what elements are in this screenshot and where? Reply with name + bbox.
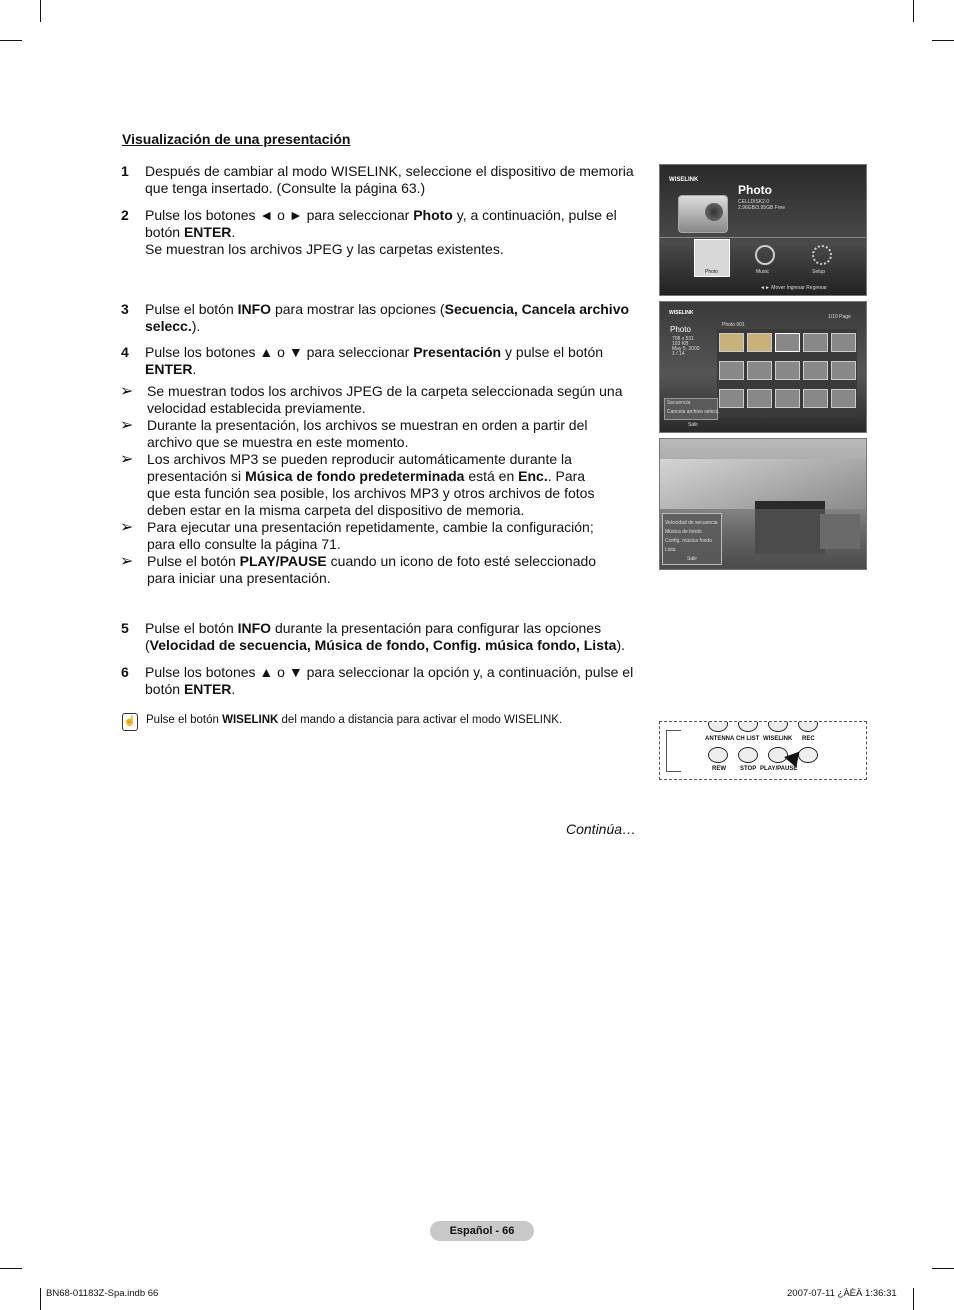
continues-label: Continúa…: [566, 821, 637, 837]
step-text: y pulse el botón: [501, 344, 604, 360]
note-1: [120, 383, 642, 417]
thumbnail[interactable]: [803, 333, 828, 352]
step-text: que tenga insertado. (Consulte la página 63.): [145, 180, 426, 196]
crop-mark: [932, 1268, 954, 1269]
arrow-icon: ➢: [120, 553, 134, 570]
crop-mark: [40, 0, 41, 22]
thumbnail[interactable]: [831, 333, 856, 352]
thumbnail[interactable]: [719, 361, 744, 380]
step-text: botón: [145, 224, 184, 240]
crop-mark: [0, 40, 22, 41]
note-text: está en: [464, 468, 519, 484]
footer-file: BN68-01183Z-Spa.indb 66: [46, 1288, 159, 1299]
thumbnail[interactable]: [803, 389, 828, 408]
thumbnail[interactable]: [775, 361, 800, 380]
rec-button: [798, 721, 818, 732]
headphones-icon: [755, 245, 775, 265]
help-bar: ◄► Mover Ingresar Regresar: [760, 285, 827, 291]
step-text-bold: selecc.: [145, 318, 192, 334]
rew-label: REW: [712, 766, 726, 772]
step-text: Pulse el botón: [145, 301, 238, 317]
step-text: Pulse el botón: [145, 620, 238, 636]
menu-item-secuencia[interactable]: Secuencia: [667, 400, 691, 406]
thumbnail[interactable]: [831, 361, 856, 380]
note-text: . Para que esta función sea posible, los archivos MP3 y otros archivos de fotos deben estar en la misma carpeta del dispositivo de memoria.: [147, 468, 595, 518]
rew-button: [708, 747, 728, 763]
step-text-bold: INFO: [237, 301, 272, 317]
tab-music-label: Music: [756, 269, 770, 275]
step-number: 2: [121, 207, 129, 223]
house: [820, 514, 860, 549]
page-count: 1/10 Page: [828, 314, 851, 320]
options-menu: [662, 513, 722, 565]
arrow-icon: ➢: [120, 417, 134, 434]
divider: [660, 237, 866, 238]
rec-label: REC: [802, 736, 815, 742]
ch-list-button: [738, 721, 758, 732]
note-text: cuando un icono de foto esté seleccionado para iniciar una presentación.: [147, 553, 597, 586]
crop-mark: [932, 40, 954, 41]
info-line: 103 KB: [672, 341, 689, 347]
thumbnail[interactable]: [775, 333, 800, 352]
step-number: 6: [121, 664, 129, 680]
arrow-icon: ➢: [120, 383, 134, 400]
stop-button: [738, 747, 758, 763]
gear-icon: [812, 245, 832, 265]
step-text: Pulse los botones ◄ o ► para seleccionar: [145, 207, 414, 223]
section-heading: Visualización de una presentación: [122, 131, 351, 147]
crop-mark: [913, 0, 914, 22]
step-text: Se muestran los archivos JPEG y las carpetas existentes.: [145, 241, 504, 257]
step-number: 3: [121, 301, 129, 317]
crop-mark: [913, 1288, 914, 1310]
step-text-bold: Photo: [413, 207, 453, 223]
step-text: para mostrar las opciones (: [271, 301, 445, 317]
exit-button[interactable]: Salir: [688, 422, 699, 428]
device-name: CELLDISK2.0: [738, 199, 770, 205]
arrow-icon: ➢: [120, 451, 134, 468]
thumbnail[interactable]: [775, 389, 800, 408]
screen-title: Photo: [738, 183, 772, 197]
step-text-bold: Presentación: [413, 344, 502, 360]
step-text: durante la presentación para configurar las opciones: [271, 620, 602, 636]
note-text: Pulse el botón: [147, 553, 240, 569]
thumbnail[interactable]: [831, 389, 856, 408]
wiselink-button: [768, 721, 788, 732]
step-text-bold: INFO: [237, 620, 272, 636]
remote-side-edge: [666, 730, 681, 772]
step-text: botón: [145, 681, 184, 697]
step-text-bold: Velocidad de secuencia, Música de fondo, Config. música fondo, Lista: [149, 637, 617, 653]
step-text: Pulse los botones ▲ o ▼ para seleccionar: [145, 344, 414, 360]
hand-pointer-icon: ☝: [122, 713, 138, 731]
menu-item-cancel-selection[interactable]: Cancela archivo selecc.: [667, 409, 720, 415]
screen-title: Photo: [670, 325, 691, 334]
wiselink-label: WISELINK: [763, 736, 793, 742]
folder-path: Photo 001: [722, 322, 745, 328]
step-text: (: [145, 637, 150, 653]
tv-screen-photo-browser: [659, 301, 867, 433]
arrow-icon: ➢: [120, 519, 134, 536]
info-line: May 5, 2000: [672, 346, 700, 352]
info-line: 1 / 14: [672, 351, 685, 357]
wiselink-logo: WISELINK: [669, 310, 694, 316]
menu-item-music-config[interactable]: Config. música fondo: [665, 538, 712, 544]
camera-lens: [705, 203, 723, 221]
note-text-bold: Música de fondo predeterminada: [245, 468, 465, 484]
remote-control-figure: [659, 721, 867, 780]
tab-photo-label: Photo: [705, 269, 719, 275]
step-text-bold: ENTER: [145, 361, 193, 377]
stop-label: STOP: [740, 766, 757, 772]
note-text-bold: Enc.: [518, 468, 548, 484]
thumbnail[interactable]: [747, 333, 772, 352]
info-line: 708 x 531: [672, 336, 694, 342]
step-number: 1: [121, 163, 129, 179]
tv-screen-photo-menu: [659, 164, 867, 296]
menu-item-background-music[interactable]: Música de fondo: [665, 529, 702, 535]
play-pause-label: PLAY/PAUSE: [760, 766, 798, 772]
tv-screen-slideshow: [659, 438, 867, 570]
note-5: [120, 553, 602, 587]
note-text: Se muestran todos los archivos JPEG de la carpeta seleccionada según una velocidad establecida previamente.: [147, 383, 623, 416]
tip-text: del mando a distancia para activar el modo WISELINK.: [278, 714, 563, 726]
thumbnail[interactable]: [803, 361, 828, 380]
step-number: 5: [121, 620, 129, 636]
note-4: [120, 519, 602, 553]
menu-item-list[interactable]: Lista: [665, 547, 676, 553]
step-text: .: [231, 681, 236, 697]
note-3: [120, 451, 612, 519]
note-2: [120, 417, 612, 451]
antenna-button: [708, 721, 728, 732]
tip-text-bold: WISELINK: [222, 714, 279, 726]
crop-mark: [40, 1288, 41, 1310]
house: [755, 501, 825, 554]
step-text: ).: [616, 637, 625, 653]
ch-list-label: CH LIST: [736, 736, 760, 742]
thumbnail[interactable]: [747, 389, 772, 408]
step-text: .: [231, 224, 236, 240]
tab-setup-label: Setup: [812, 269, 826, 275]
note-text-bold: PLAY/PAUSE: [239, 553, 327, 569]
tip-text: Pulse el botón: [146, 714, 223, 726]
step-text: ).: [191, 318, 201, 334]
step-number: 4: [121, 344, 129, 360]
step-text-bold: ENTER: [183, 681, 232, 697]
note-text: Los archivos MP3 se pueden reproducir automáticamente durante la presentación si: [147, 451, 572, 484]
step-text: Después de cambiar al modo WISELINK, seleccione el dispositivo de memoria: [145, 163, 634, 179]
step-text-bold: Secuencia, Cancela archivo: [444, 301, 630, 317]
crop-mark: [0, 1268, 22, 1269]
step-text: y, a continuación, pulse el: [452, 207, 617, 223]
thumbnail[interactable]: [719, 333, 744, 352]
footer-date: 2007-07-11 ¿ÀÈÄ 1:36:31: [787, 1288, 897, 1299]
step-text: .: [192, 361, 197, 377]
antenna-label: ANTENNA: [705, 736, 735, 742]
step-text-bold: ENTER: [183, 224, 232, 240]
thumbnail[interactable]: [719, 389, 744, 408]
page-number-badge: Español - 66: [430, 1221, 534, 1241]
wiselink-logo: WISELINK: [669, 177, 699, 183]
exit-button[interactable]: Salir: [687, 556, 698, 562]
device-size: 2.96GB/3.95GB Free: [738, 205, 785, 211]
menu-item-speed[interactable]: Velocidad de secuencia: [665, 520, 718, 526]
options-menu: [664, 398, 718, 420]
note-text: Durante la presentación, los archivos se muestran en orden a partir del archivo que se muestra en este momento.: [147, 417, 588, 450]
thumbnail-grid: [717, 329, 857, 417]
thumbnail[interactable]: [747, 361, 772, 380]
note-text: Para ejecutar una presentación repetidamente, cambie la configuración; para ello consulte la página 71.: [147, 519, 594, 552]
step-text: Pulse los botones ▲ o ▼ para seleccionar la opción y, a continuación, pulse el: [145, 664, 634, 680]
